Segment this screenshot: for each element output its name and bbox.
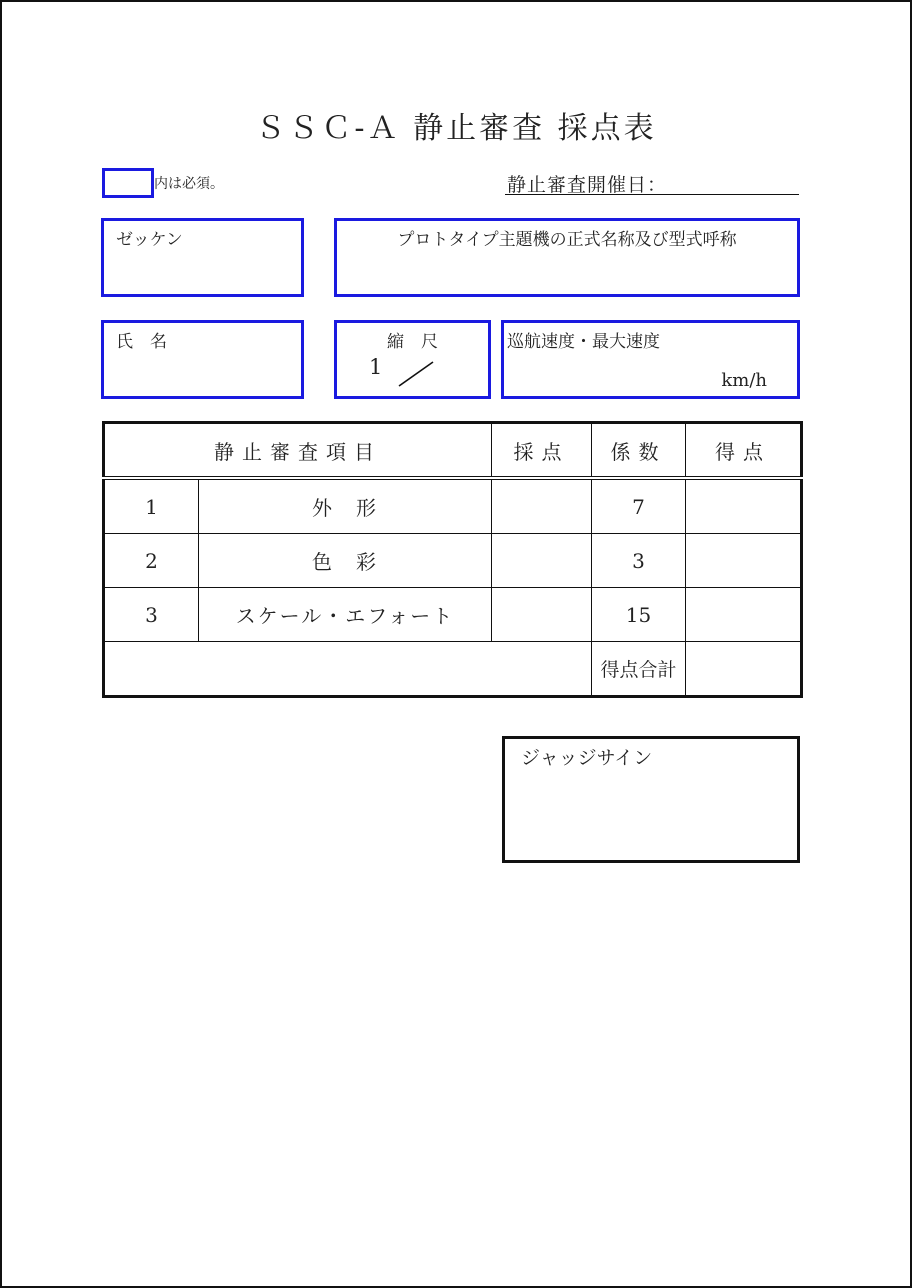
row-number: 2: [104, 534, 199, 588]
row-item: スケール・エフォート: [199, 588, 492, 642]
total-points-cell[interactable]: [686, 642, 802, 697]
required-legend-text: 内は必須。: [154, 176, 224, 192]
zekken-field[interactable]: [101, 218, 304, 297]
exam-date-field[interactable]: [505, 194, 799, 195]
table-row: [104, 478, 802, 534]
scale-prefix: 1: [369, 355, 383, 379]
row-coefficient: 15: [592, 588, 686, 642]
row-points-cell[interactable]: [686, 534, 802, 588]
judge-sign-field[interactable]: [502, 736, 800, 863]
row-item: 色 彩: [199, 534, 492, 588]
page-title: ＳＳＣ-Ａ 静止審査 採点表: [255, 111, 657, 146]
row-item: 外 形: [199, 478, 492, 534]
score-table: [102, 421, 803, 698]
total-label: 得点合計: [592, 642, 686, 697]
total-spacer: [104, 642, 592, 697]
zekken-label: ゼッケン: [116, 230, 183, 250]
header-item: 静止審査項目: [104, 423, 492, 479]
speed-field[interactable]: [501, 320, 800, 399]
header-points: 得点: [686, 423, 802, 479]
row-coefficient: 7: [592, 478, 686, 534]
name-label: 氏 名: [116, 332, 167, 352]
required-legend-box: [102, 168, 154, 198]
scale-slash-icon: [397, 360, 435, 388]
row-number: 3: [104, 588, 199, 642]
name-field[interactable]: [101, 320, 304, 399]
header-coefficient: 係数: [592, 423, 686, 479]
row-coefficient: 3: [592, 534, 686, 588]
speed-unit: km/h: [721, 370, 767, 391]
row-points-cell[interactable]: [686, 478, 802, 534]
total-row: [104, 642, 802, 697]
prototype-name-field[interactable]: [334, 218, 800, 297]
table-header-row: [104, 423, 802, 479]
table-row: [104, 534, 802, 588]
prototype-name-label: プロトタイプ主題機の正式名称及び型式呼称: [397, 230, 737, 250]
row-score-cell[interactable]: [492, 478, 592, 534]
speed-label: 巡航速度・最大速度: [507, 332, 660, 352]
row-score-cell[interactable]: [492, 534, 592, 588]
table-row: [104, 588, 802, 642]
row-number: 1: [104, 478, 199, 534]
row-points-cell[interactable]: [686, 588, 802, 642]
row-score-cell[interactable]: [492, 588, 592, 642]
judge-sign-label: ジャッジサイン: [521, 747, 653, 769]
scale-label: 縮 尺: [387, 332, 438, 352]
exam-date-label: 静止審査開催日：: [507, 174, 668, 196]
header-score: 採点: [492, 423, 592, 479]
